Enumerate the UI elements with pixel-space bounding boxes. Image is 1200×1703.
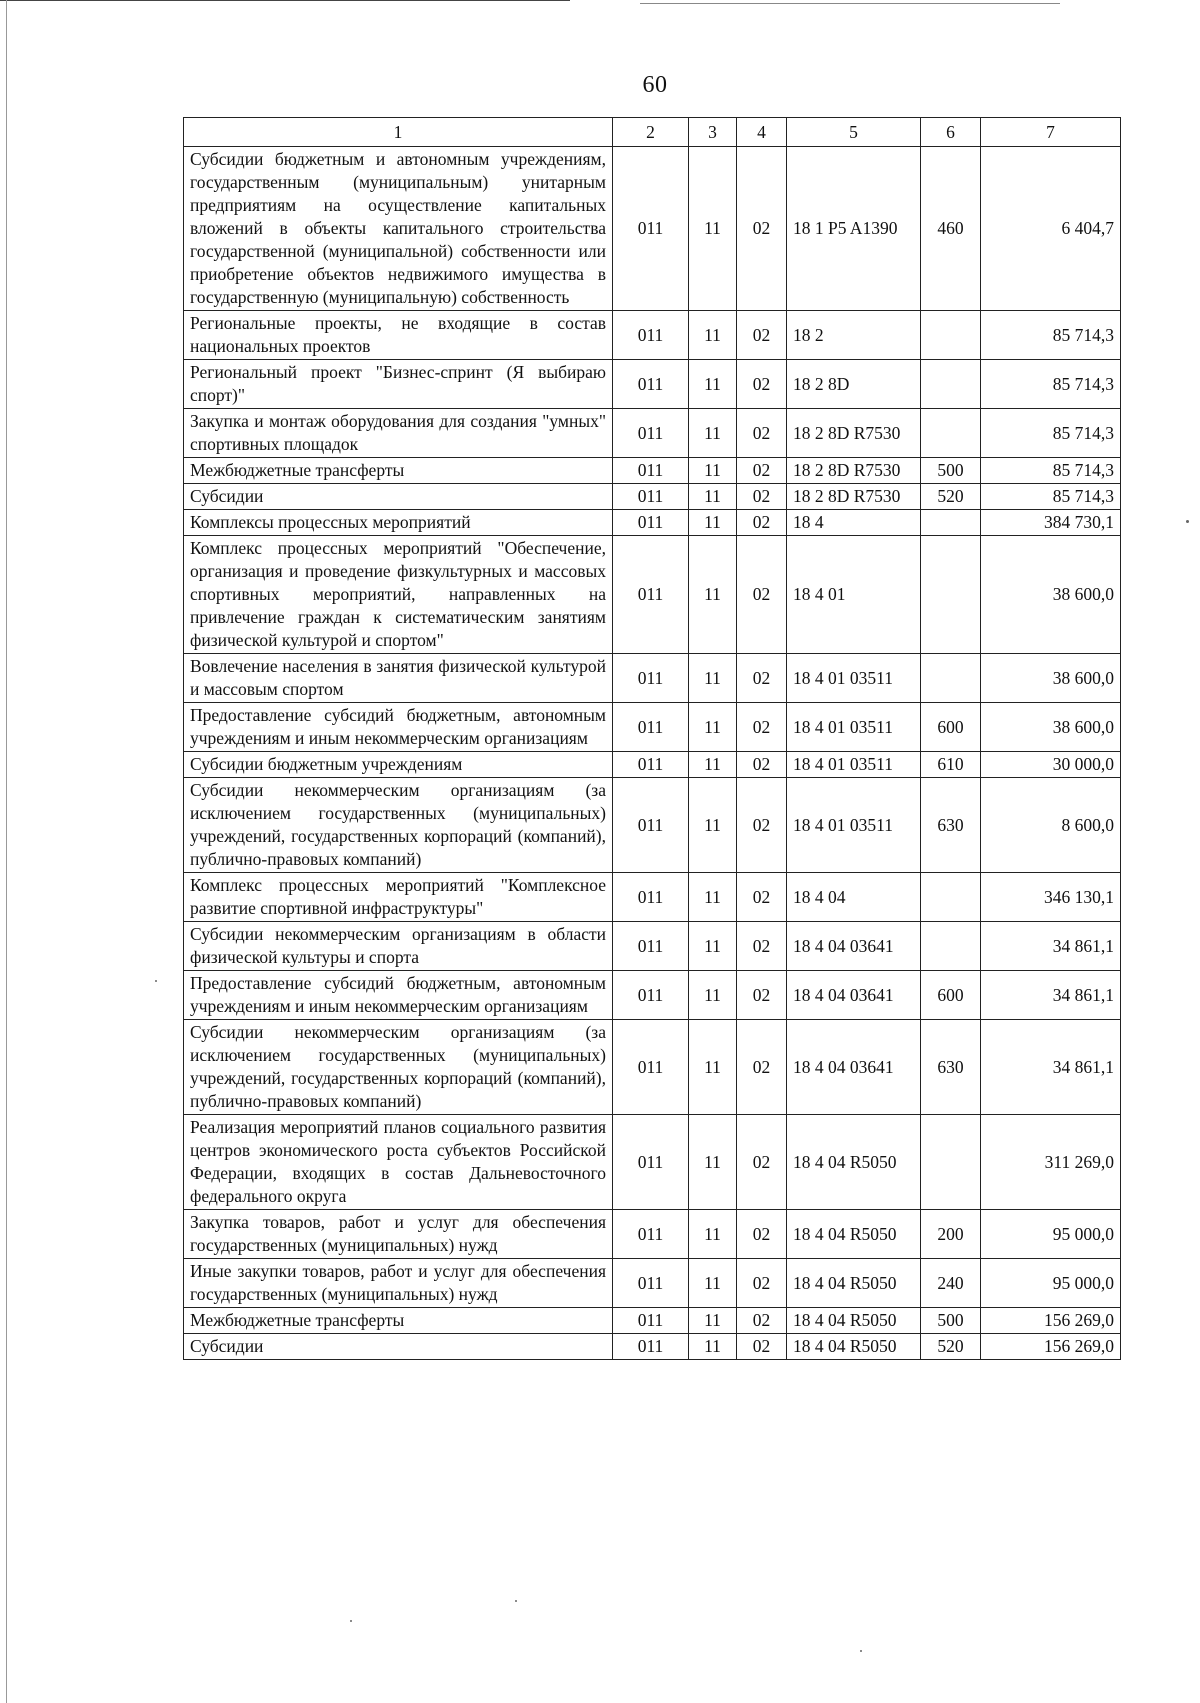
subsection-code: 02	[737, 922, 787, 971]
expense-description: Комплекс процессных мероприятий "Комплексное развитие спортивной инфраструктуры"	[184, 873, 613, 922]
expense-type-code: 460	[921, 147, 981, 311]
expense-description: Комплекс процессных мероприятий "Обеспечение, организация и проведение физкультурных и массовых спортивных мероприятий, направленных на привлечение граждан к систематическим занятиям физической культурой и спортом"	[184, 536, 613, 654]
subsection-code: 02	[737, 1115, 787, 1210]
table-row	[184, 1115, 1121, 1210]
section-code: 11	[689, 1334, 737, 1360]
target-article-code: 18 4 04 03641	[787, 922, 921, 971]
expense-description: Предоставление субсидий бюджетным, автономным учреждениям и иным некоммерческим организациям	[184, 703, 613, 752]
expense-description: Закупка и монтаж оборудования для создания "умных" спортивных площадок	[184, 409, 613, 458]
section-code: 11	[689, 1308, 737, 1334]
table-row	[184, 484, 1121, 510]
expense-type-code	[921, 873, 981, 922]
subsection-code: 02	[737, 510, 787, 536]
table-row	[184, 873, 1121, 922]
target-article-code: 18 4 04 R5050	[787, 1115, 921, 1210]
target-article-code: 18 4 01	[787, 536, 921, 654]
section-code: 11	[689, 778, 737, 873]
table-row	[184, 536, 1121, 654]
expense-description: Иные закупки товаров, работ и услуг для обеспечения государственных (муниципальных) нужд	[184, 1259, 613, 1308]
section-code: 11	[689, 1020, 737, 1115]
expense-type-code	[921, 536, 981, 654]
amount-value: 346 130,1	[981, 873, 1121, 922]
expense-description: Субсидии	[184, 484, 613, 510]
column-header: 1	[184, 118, 613, 147]
table-row	[184, 1334, 1121, 1360]
table-row	[184, 971, 1121, 1020]
expense-description: Комплексы процессных мероприятий	[184, 510, 613, 536]
expense-type-code: 600	[921, 971, 981, 1020]
expense-description: Региональный проект "Бизнес-спринт (Я выбираю спорт)"	[184, 360, 613, 409]
target-article-code: 18 4 04 R5050	[787, 1308, 921, 1334]
scan-speck	[1186, 520, 1189, 523]
column-header: 2	[613, 118, 689, 147]
budget-admin-code: 011	[613, 458, 689, 484]
target-article-code: 18 2 8D	[787, 360, 921, 409]
target-article-code: 18 4 01 03511	[787, 703, 921, 752]
subsection-code: 02	[737, 703, 787, 752]
section-code: 11	[689, 147, 737, 311]
budget-admin-code: 011	[613, 147, 689, 311]
expense-description: Субсидии некоммерческим организациям (за исключением государственных (муниципальных) учреждений, государственных корпораций (компаний), публично-правовых компаний)	[184, 778, 613, 873]
budget-admin-code: 011	[613, 360, 689, 409]
expense-type-code: 240	[921, 1259, 981, 1308]
subsection-code: 02	[737, 409, 787, 458]
expense-type-code: 200	[921, 1210, 981, 1259]
amount-value: 34 861,1	[981, 971, 1121, 1020]
subsection-code: 02	[737, 311, 787, 360]
expense-description: Субсидии некоммерческим организациям в области физической культуры и спорта	[184, 922, 613, 971]
amount-value: 85 714,3	[981, 311, 1121, 360]
target-article-code: 18 2 8D R7530	[787, 409, 921, 458]
table-row	[184, 360, 1121, 409]
section-code: 11	[689, 458, 737, 484]
table-row	[184, 1020, 1121, 1115]
column-header: 7	[981, 118, 1121, 147]
table-row	[184, 752, 1121, 778]
table-row	[184, 510, 1121, 536]
table-row	[184, 703, 1121, 752]
subsection-code: 02	[737, 147, 787, 311]
amount-value: 6 404,7	[981, 147, 1121, 311]
scan-speck	[155, 980, 157, 982]
section-code: 11	[689, 1210, 737, 1259]
target-article-code: 18 4 04 R5050	[787, 1334, 921, 1360]
expense-type-code: 520	[921, 484, 981, 510]
scan-artifact-line	[640, 3, 1060, 4]
subsection-code: 02	[737, 484, 787, 510]
subsection-code: 02	[737, 1259, 787, 1308]
target-article-code: 18 4 01 03511	[787, 654, 921, 703]
table-row	[184, 147, 1121, 311]
subsection-code: 02	[737, 1020, 787, 1115]
expense-type-code: 520	[921, 1334, 981, 1360]
subsection-code: 02	[737, 1334, 787, 1360]
table-row	[184, 1259, 1121, 1308]
expense-type-code	[921, 409, 981, 458]
amount-value: 8 600,0	[981, 778, 1121, 873]
table-row	[184, 1308, 1121, 1334]
expense-type-code: 610	[921, 752, 981, 778]
expense-description: Закупка товаров, работ и услуг для обеспечения государственных (муниципальных) нужд	[184, 1210, 613, 1259]
target-article-code: 18 2 8D R7530	[787, 484, 921, 510]
amount-value: 95 000,0	[981, 1210, 1121, 1259]
expense-description: Межбюджетные трансферты	[184, 1308, 613, 1334]
header-row	[184, 118, 1121, 147]
expense-type-code: 600	[921, 703, 981, 752]
budget-admin-code: 011	[613, 873, 689, 922]
table-row	[184, 922, 1121, 971]
subsection-code: 02	[737, 1210, 787, 1259]
subsection-code: 02	[737, 536, 787, 654]
amount-value: 384 730,1	[981, 510, 1121, 536]
section-code: 11	[689, 654, 737, 703]
subsection-code: 02	[737, 971, 787, 1020]
amount-value: 34 861,1	[981, 1020, 1121, 1115]
expense-type-code	[921, 1115, 981, 1210]
amount-value: 311 269,0	[981, 1115, 1121, 1210]
budget-admin-code: 011	[613, 484, 689, 510]
budget-admin-code: 011	[613, 510, 689, 536]
expense-description: Субсидии бюджетным и автономным учреждениям, государственным (муниципальным) унитарным предприятиям на осуществление капитальных вложений в объекты капитального строительства государственной (муниципальной) собственности или приобретение объектов недвижимого имущества в государственную (муниципальную) собственность	[184, 147, 613, 311]
target-article-code: 18 4 01 03511	[787, 778, 921, 873]
section-code: 11	[689, 922, 737, 971]
budget-admin-code: 011	[613, 1259, 689, 1308]
expense-type-code	[921, 654, 981, 703]
subsection-code: 02	[737, 360, 787, 409]
subsection-code: 02	[737, 752, 787, 778]
budget-admin-code: 011	[613, 1020, 689, 1115]
expense-description: Вовлечение населения в занятия физической культурой и массовым спортом	[184, 654, 613, 703]
table-row	[184, 311, 1121, 360]
expense-type-code	[921, 311, 981, 360]
expense-type-code	[921, 510, 981, 536]
budget-admin-code: 011	[613, 654, 689, 703]
scan-artifact-line	[0, 0, 570, 1]
section-code: 11	[689, 510, 737, 536]
table-row	[184, 654, 1121, 703]
expense-type-code	[921, 922, 981, 971]
budget-admin-code: 011	[613, 1308, 689, 1334]
budget-admin-code: 011	[613, 703, 689, 752]
expense-type-code: 630	[921, 1020, 981, 1115]
subsection-code: 02	[737, 458, 787, 484]
section-code: 11	[689, 1115, 737, 1210]
column-header: 4	[737, 118, 787, 147]
page-number: 60	[642, 72, 668, 98]
section-code: 11	[689, 360, 737, 409]
amount-value: 156 269,0	[981, 1334, 1121, 1360]
section-code: 11	[689, 971, 737, 1020]
subsection-code: 02	[737, 873, 787, 922]
column-header: 3	[689, 118, 737, 147]
target-article-code: 18 4 01 03511	[787, 752, 921, 778]
amount-value: 38 600,0	[981, 536, 1121, 654]
table-row	[184, 1210, 1121, 1259]
amount-value: 34 861,1	[981, 922, 1121, 971]
subsection-code: 02	[737, 654, 787, 703]
section-code: 11	[689, 703, 737, 752]
amount-value: 85 714,3	[981, 458, 1121, 484]
column-header: 6	[921, 118, 981, 147]
expense-description: Субсидии бюджетным учреждениям	[184, 752, 613, 778]
expense-type-code: 500	[921, 1308, 981, 1334]
target-article-code: 18 4	[787, 510, 921, 536]
amount-value: 38 600,0	[981, 703, 1121, 752]
expense-description: Межбюджетные трансферты	[184, 458, 613, 484]
amount-value: 95 000,0	[981, 1259, 1121, 1308]
expense-type-code: 630	[921, 778, 981, 873]
amount-value: 156 269,0	[981, 1308, 1121, 1334]
subsection-code: 02	[737, 778, 787, 873]
amount-value: 30 000,0	[981, 752, 1121, 778]
expense-description: Субсидии	[184, 1334, 613, 1360]
section-code: 11	[689, 536, 737, 654]
scan-speck	[350, 1620, 352, 1622]
amount-value: 85 714,3	[981, 484, 1121, 510]
expense-description: Реализация мероприятий планов социального развития центров экономического роста субъектов Российской Федерации, входящих в состав Дальневосточного федерального округа	[184, 1115, 613, 1210]
budget-table	[183, 117, 1121, 1360]
budget-admin-code: 011	[613, 409, 689, 458]
scan-speck	[515, 1600, 517, 1602]
column-header: 5	[787, 118, 921, 147]
expense-type-code	[921, 360, 981, 409]
budget-admin-code: 011	[613, 1210, 689, 1259]
subsection-code: 02	[737, 1308, 787, 1334]
amount-value: 85 714,3	[981, 409, 1121, 458]
budget-admin-code: 011	[613, 778, 689, 873]
budget-admin-code: 011	[613, 536, 689, 654]
section-code: 11	[689, 873, 737, 922]
section-code: 11	[689, 409, 737, 458]
expense-description: Субсидии некоммерческим организациям (за исключением государственных (муниципальных) учреждений, государственных корпораций (компаний), публично-правовых компаний)	[184, 1020, 613, 1115]
expense-description: Предоставление субсидий бюджетным, автономным учреждениям и иным некоммерческим организациям	[184, 971, 613, 1020]
section-code: 11	[689, 1259, 737, 1308]
section-code: 11	[689, 311, 737, 360]
amount-value: 38 600,0	[981, 654, 1121, 703]
table-row	[184, 458, 1121, 484]
target-article-code: 18 4 04	[787, 873, 921, 922]
section-code: 11	[689, 484, 737, 510]
scan-speck	[860, 1650, 862, 1652]
target-article-code: 18 4 04 03641	[787, 1020, 921, 1115]
budget-admin-code: 011	[613, 1334, 689, 1360]
section-code: 11	[689, 752, 737, 778]
expense-type-code: 500	[921, 458, 981, 484]
target-article-code: 18 4 04 03641	[787, 971, 921, 1020]
expense-description: Региональные проекты, не входящие в состав национальных проектов	[184, 311, 613, 360]
target-article-code: 18 1 P5 A1390	[787, 147, 921, 311]
budget-admin-code: 011	[613, 311, 689, 360]
target-article-code: 18 4 04 R5050	[787, 1259, 921, 1308]
scan-artifact-edge	[6, 0, 7, 1703]
target-article-code: 18 2 8D R7530	[787, 458, 921, 484]
budget-admin-code: 011	[613, 922, 689, 971]
target-article-code: 18 4 04 R5050	[787, 1210, 921, 1259]
budget-admin-code: 011	[613, 1115, 689, 1210]
target-article-code: 18 2	[787, 311, 921, 360]
budget-admin-code: 011	[613, 752, 689, 778]
table-row	[184, 778, 1121, 873]
table-row	[184, 409, 1121, 458]
budget-admin-code: 011	[613, 971, 689, 1020]
amount-value: 85 714,3	[981, 360, 1121, 409]
